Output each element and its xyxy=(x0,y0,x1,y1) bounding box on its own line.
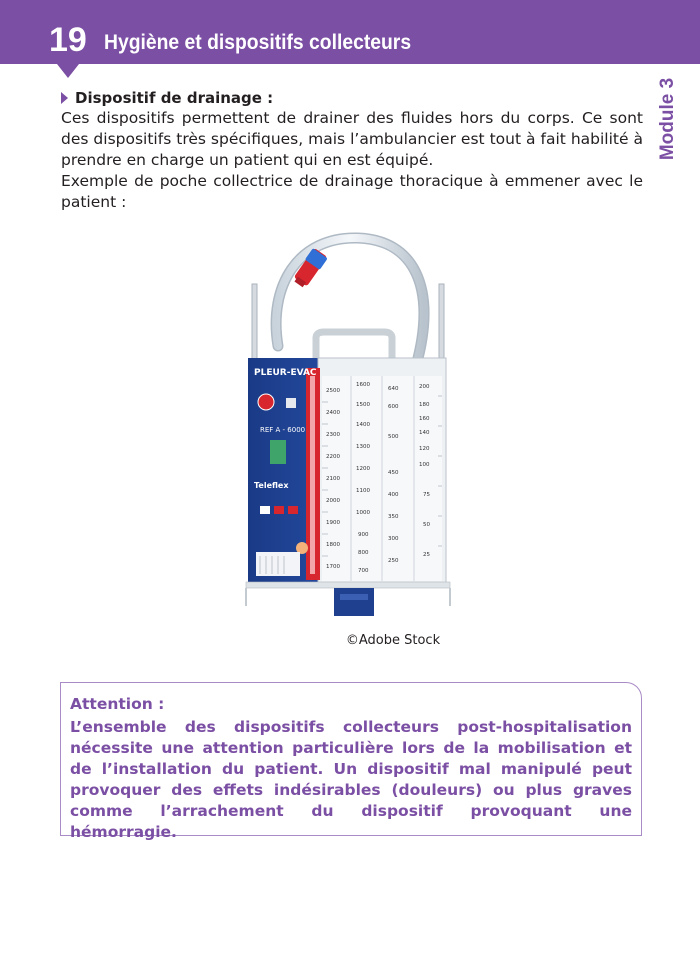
paragraph: Ces dispositifs permettent de drainer des fluides hors du corps. Ce sont des dispositifs très spécifiques, mais l’ambulancier est tout à fait habilité à prendre en charge un patient qui en est équipé. xyxy=(61,109,643,169)
scale-label: 2500 xyxy=(326,388,340,394)
scale-label: 1000 xyxy=(356,510,370,516)
scale-label: 1800 xyxy=(326,542,340,548)
scale-label: 250 xyxy=(388,558,399,564)
header-tab-notch xyxy=(57,64,79,78)
scale-label: 1300 xyxy=(356,444,370,450)
scale-label: 1500 xyxy=(356,402,370,408)
drainage-device-photo xyxy=(238,226,464,622)
scale-label: 1400 xyxy=(356,422,370,428)
manufacturer-label: Teleflex xyxy=(254,481,289,490)
scale-label: 100 xyxy=(419,462,430,468)
scale-label: 1700 xyxy=(326,564,340,570)
scale-label: 640 xyxy=(388,386,399,392)
scale-label: 2200 xyxy=(326,454,340,460)
scale-label: 300 xyxy=(388,536,399,542)
scale-label: 600 xyxy=(388,404,399,410)
scale-label: 2400 xyxy=(326,410,340,416)
scale-label: 1100 xyxy=(356,488,370,494)
module-label: Module 3 xyxy=(657,77,678,161)
scale-label: 75 xyxy=(423,492,430,498)
scale-label: 120 xyxy=(419,446,430,452)
scale-label: 1900 xyxy=(326,520,340,526)
scale-label: 1200 xyxy=(356,466,370,472)
scale-label: 2000 xyxy=(326,498,340,504)
scale-label: 700 xyxy=(358,568,369,574)
scale-label: 900 xyxy=(358,532,369,538)
scale-label: 160 xyxy=(419,416,430,422)
scale-label: 2300 xyxy=(326,432,340,438)
ref-label: REF A - 6000 xyxy=(260,426,306,434)
photo-credit: ©Adobe Stock xyxy=(345,633,441,648)
attention-title: Attention : xyxy=(70,695,165,713)
attention-text: L’ensemble des dispositifs collecteurs post-hospitalisation nécessite une attention particulière lors de la mobilisation et de l’installation du patient. Un dispositif mal manipulé peut provoquer des effets indésirables (douleurs) ou plus graves comme l’arrachement du dispositif provoquant une hémorragie. xyxy=(70,718,632,841)
scale-label: 140 xyxy=(419,430,430,436)
chapter-title: Hygiène et dispositifs collecteurs xyxy=(104,31,412,54)
brand-label: PLEUR-EVAC xyxy=(254,368,317,378)
module-tab xyxy=(654,68,682,170)
scale-label: 350 xyxy=(388,514,399,520)
scale-label: 800 xyxy=(358,550,369,556)
scale-label: 50 xyxy=(423,522,430,528)
scale-label: 200 xyxy=(419,384,430,390)
paragraph: Exemple de poche collectrice de drainage thoracique à emmener avec le patient : xyxy=(61,172,643,211)
section-heading xyxy=(61,88,273,108)
scale-label: 400 xyxy=(388,492,399,498)
scale-label: 180 xyxy=(419,402,430,408)
section-heading-label: Dispositif de drainage : xyxy=(75,89,274,107)
scale-label: 450 xyxy=(388,470,399,476)
body-text xyxy=(61,108,643,213)
scale-label: 2100 xyxy=(326,476,340,482)
page-number: 19 xyxy=(49,21,87,59)
triangle-bullet-icon xyxy=(61,92,68,104)
scale-label: 1600 xyxy=(356,382,370,388)
scale-label: 25 xyxy=(423,552,430,558)
scale-label: 500 xyxy=(388,434,399,440)
